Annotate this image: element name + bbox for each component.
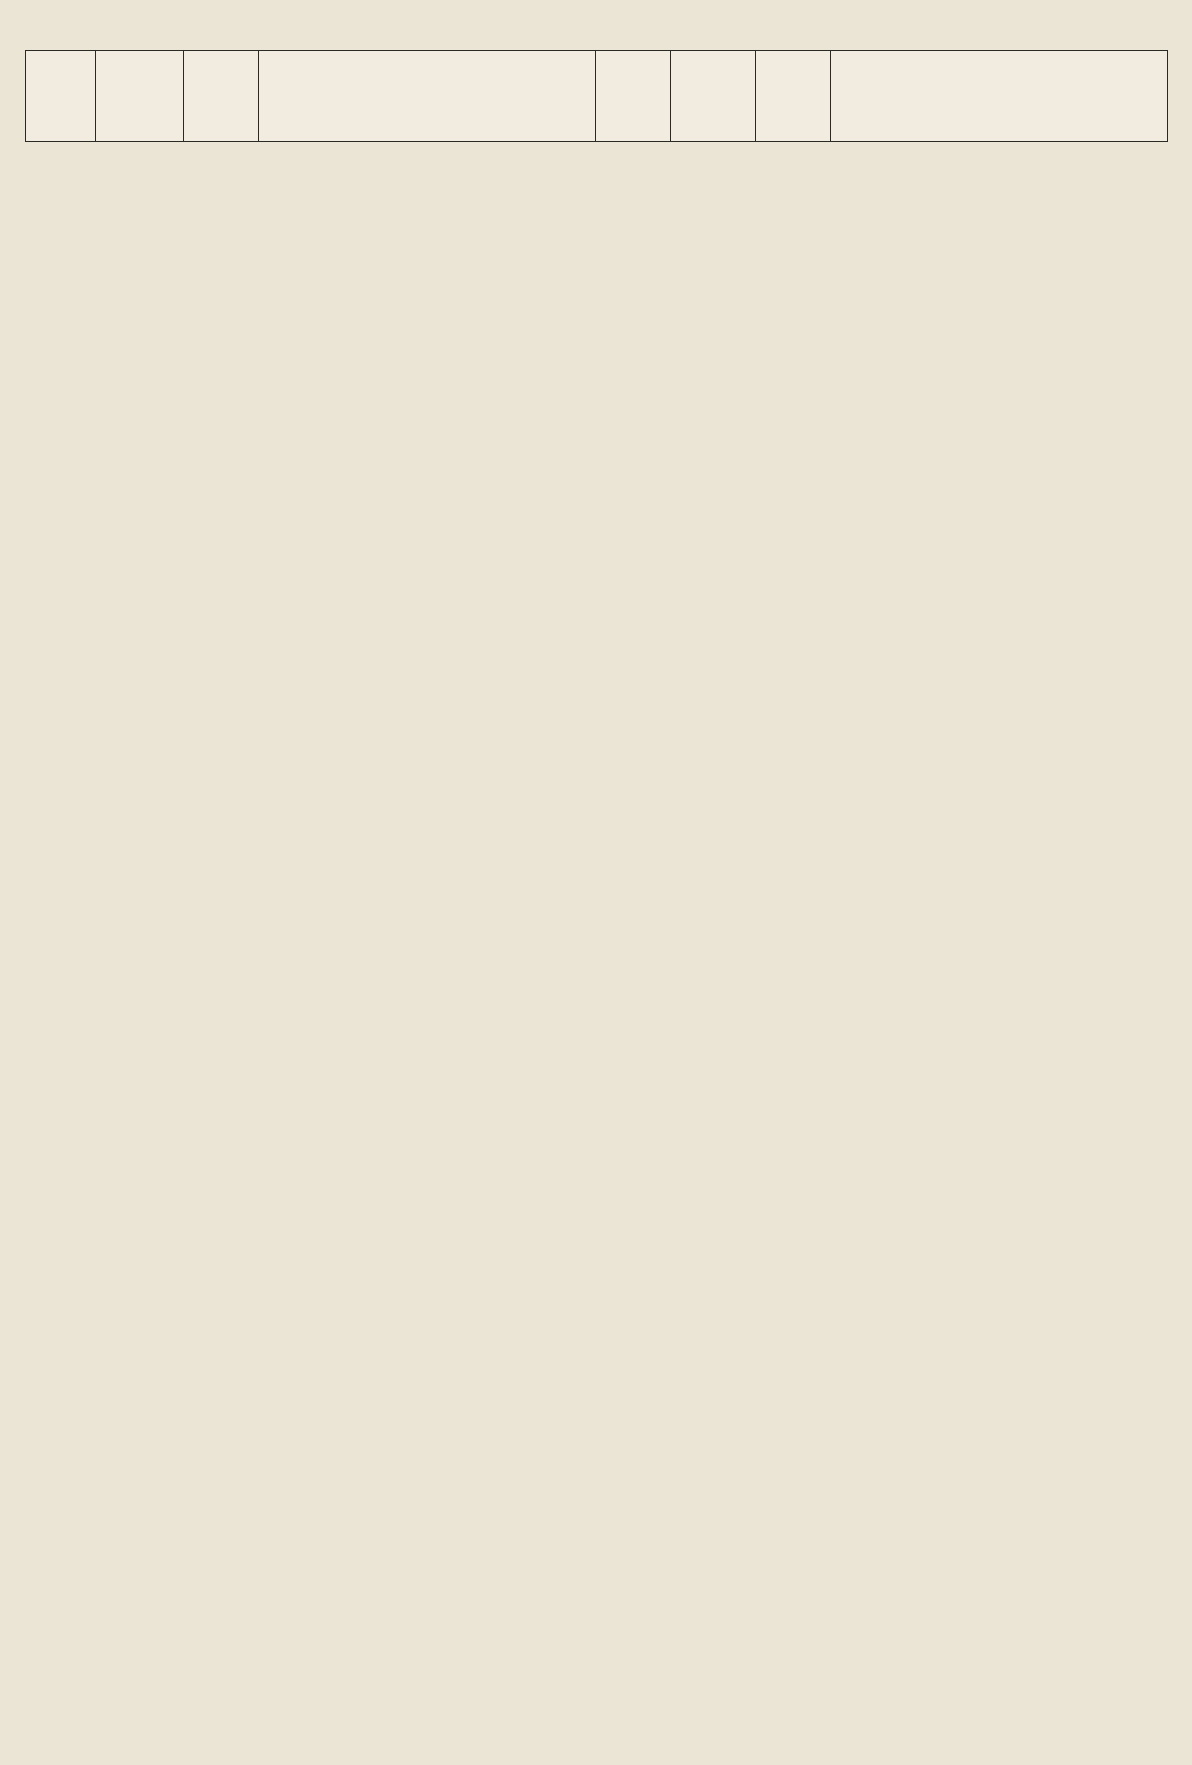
header-desc (831, 51, 1168, 142)
right-pin-table (595, 50, 1168, 142)
header-desc (259, 51, 596, 142)
table-header (26, 51, 596, 142)
left-pin-table (25, 50, 596, 142)
header-pin (596, 51, 671, 142)
header-name (671, 51, 756, 142)
header-pin (26, 51, 96, 142)
table-header (596, 51, 1168, 142)
header-name (96, 51, 184, 142)
header-prop (756, 51, 831, 142)
header-prop (184, 51, 259, 142)
